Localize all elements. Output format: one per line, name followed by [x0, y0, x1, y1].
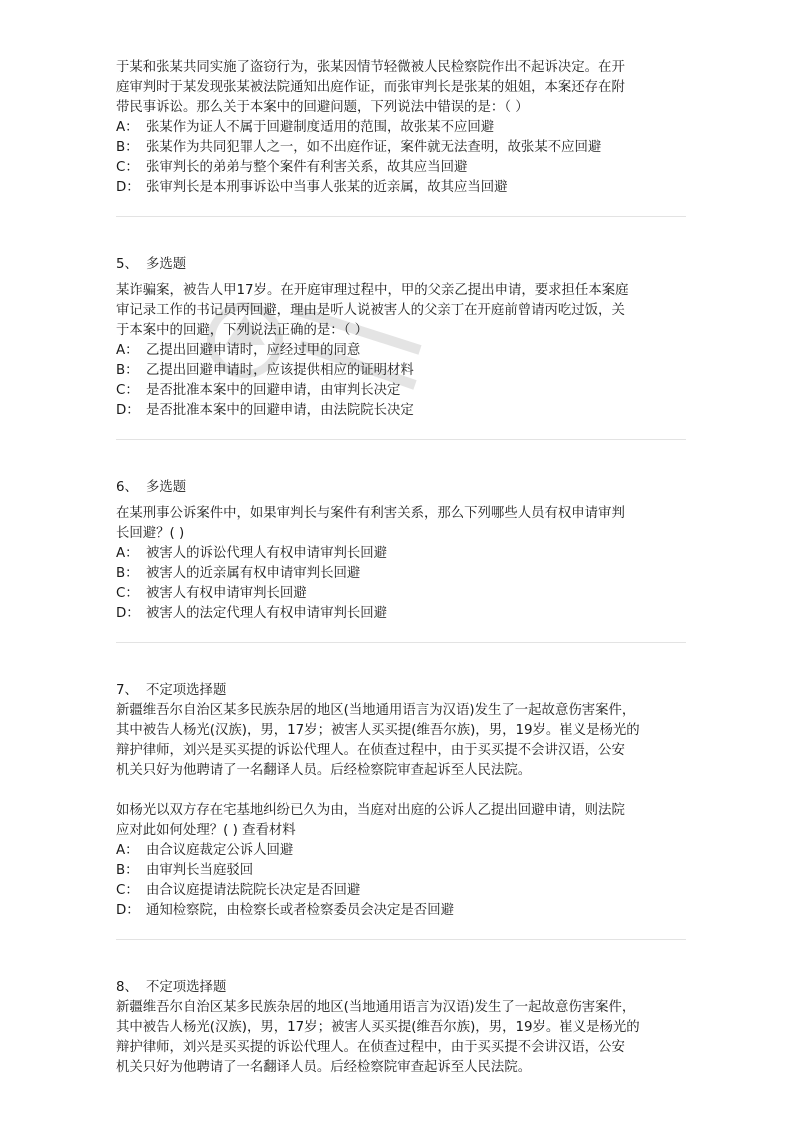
- option-d: [116, 901, 686, 921]
- question-5: [116, 255, 686, 421]
- question-stem-line: 应对此如何处理？( ) 查看材料: [116, 823, 296, 838]
- question-stem-line: 审记录工作的书记员丙回避，理由是听人说被害人的父亲丁在开庭前曾请丙吃过饭，关: [116, 303, 625, 318]
- option-label: B：: [116, 140, 139, 155]
- option-c: [116, 881, 686, 901]
- option-b: [116, 361, 686, 381]
- option-c: [116, 381, 686, 401]
- option-label: A：: [116, 120, 139, 135]
- option-text: 由合议庭提请法院院长决定是否回避: [146, 883, 361, 898]
- option-label: C：: [116, 160, 139, 175]
- option-text: 乙提出回避申请时，应该提供相应的证明材料: [146, 363, 414, 378]
- material-line: 机关只好为他聘请了一名翻译人员。后经检察院审查起诉至人民法院。: [116, 763, 532, 778]
- option-label: D：: [116, 606, 140, 621]
- option-label: C：: [116, 586, 139, 601]
- question-top: [116, 58, 686, 198]
- material-line: 辩护律师，刘兴是买买提的诉讼代理人。在侦查过程中，由于买买提不会讲汉语，公安: [116, 743, 625, 758]
- option-label: B：: [116, 566, 139, 581]
- question-stem-line: 如杨光以双方存在宅基地纠纷已久为由，当庭对出庭的公诉人乙提出回避申请，则法院: [116, 803, 625, 818]
- option-b: [116, 138, 686, 158]
- option-d: [116, 178, 686, 198]
- option-b: [116, 861, 686, 881]
- option-text: 被害人的近亲属有权申请审判长回避: [146, 566, 361, 581]
- option-text: 乙提出回避申请时，应经过甲的同意: [146, 343, 361, 358]
- option-text: 张审判长的弟弟与整个案件有利害关系，故其应当回避: [146, 160, 468, 175]
- question-number: 8、: [116, 980, 138, 995]
- option-c: [116, 158, 686, 178]
- option-label: D：: [116, 903, 140, 918]
- question-8: [116, 978, 686, 1078]
- question-stem-line: 于本案中的回避，下列说法正确的是：（ ）: [116, 323, 368, 338]
- question-6: [116, 478, 686, 624]
- option-d: [116, 401, 686, 421]
- option-label: A：: [116, 843, 139, 858]
- question-header: [116, 478, 686, 498]
- material-line: 其中被告人杨光(汉族)，男，17岁；被害人买买提(维吾尔族)，男，19岁。崔义是杨光的: [116, 1020, 640, 1035]
- option-a: [116, 118, 686, 138]
- option-text: 通知检察院，由检察长或者检察委员会决定是否回避: [146, 903, 454, 918]
- option-label: A：: [116, 343, 139, 358]
- material-line: 辩护律师，刘兴是买买提的诉讼代理人。在侦查过程中，由于买买提不会讲汉语，公安: [116, 1040, 625, 1055]
- question-type: 不定项选择题: [146, 683, 227, 698]
- question-type: 不定项选择题: [146, 980, 227, 995]
- option-text: 张某作为共同犯罪人之一，如不出庭作证，案件就无法查明，故张某不应回避: [146, 140, 602, 155]
- question-stem-line: 带民事诉讼。那么关于本案中的回避问题，下列说法中错误的是：（ ）: [116, 100, 529, 115]
- question-stem-line: 在某刑事公诉案件中，如果审判长与案件有利害关系，那么下列哪些人员有权申请审判: [116, 506, 625, 521]
- option-a: [116, 544, 686, 564]
- option-label: C：: [116, 883, 139, 898]
- option-label: B：: [116, 363, 139, 378]
- option-b: [116, 564, 686, 584]
- question-type: 多选题: [146, 257, 187, 272]
- divider: [116, 439, 686, 440]
- question-stem-line: 某诈骗案，被告人甲17岁。在开庭审理过程中，甲的父亲乙提出申请，要求担任本案庭: [116, 283, 629, 298]
- option-d: [116, 604, 686, 624]
- option-text: 由合议庭裁定公诉人回避: [146, 843, 294, 858]
- question-7: [116, 681, 686, 921]
- option-label: D：: [116, 180, 140, 195]
- question-type: 多选题: [146, 480, 187, 495]
- option-label: D：: [116, 403, 140, 418]
- divider: [116, 939, 686, 940]
- material-line: 新疆维吾尔自治区某多民族杂居的地区(当地通用语言为汉语)发生了一起故意伤害案件，: [116, 703, 636, 718]
- option-c: [116, 584, 686, 604]
- option-text: 是否批准本案中的回避申请，由审判长决定: [146, 383, 401, 398]
- option-a: [116, 341, 686, 361]
- document-page: [116, 58, 686, 1078]
- option-text: 由审判长当庭驳回: [146, 863, 254, 878]
- question-stem-line: 庭审判时于某发现张某被法院通知出庭作证，而张审判长是张某的姐姐，本案还存在附: [116, 80, 625, 95]
- option-text: 张某作为证人不属于回避制度适用的范围，故张某不应回避: [146, 120, 495, 135]
- option-text: 被害人的法定代理人有权申请审判长回避: [146, 606, 388, 621]
- option-label: B：: [116, 863, 139, 878]
- question-stem-line: 长回避？( ): [116, 526, 185, 541]
- question-header: [116, 681, 686, 701]
- material-line: 机关只好为他聘请了一名翻译人员。后经检察院审查起诉至人民法院。: [116, 1060, 532, 1075]
- option-label: A：: [116, 546, 139, 561]
- question-number: 7、: [116, 683, 138, 698]
- option-text: 被害人有权申请审判长回避: [146, 586, 307, 601]
- material-line: 新疆维吾尔自治区某多民族杂居的地区(当地通用语言为汉语)发生了一起故意伤害案件，: [116, 1000, 636, 1015]
- question-number: 5、: [116, 257, 138, 272]
- question-number: 6、: [116, 480, 138, 495]
- spacer: [116, 781, 686, 801]
- option-text: 被害人的诉讼代理人有权申请审判长回避: [146, 546, 388, 561]
- question-header: [116, 255, 686, 275]
- option-text: 是否批准本案中的回避申请，由法院院长决定: [146, 403, 414, 418]
- divider: [116, 642, 686, 643]
- question-header: [116, 978, 686, 998]
- divider: [116, 216, 686, 217]
- option-text: 张审判长是本刑事诉讼中当事人张某的近亲属，故其应当回避: [146, 180, 508, 195]
- option-a: [116, 841, 686, 861]
- option-label: C：: [116, 383, 139, 398]
- material-line: 其中被告人杨光(汉族)，男，17岁；被害人买买提(维吾尔族)，男，19岁。崔义是杨光的: [116, 723, 640, 738]
- question-stem-line: 于某和张某共同实施了盗窃行为，张某因情节轻微被人民检察院作出不起诉决定。在开: [116, 60, 625, 75]
